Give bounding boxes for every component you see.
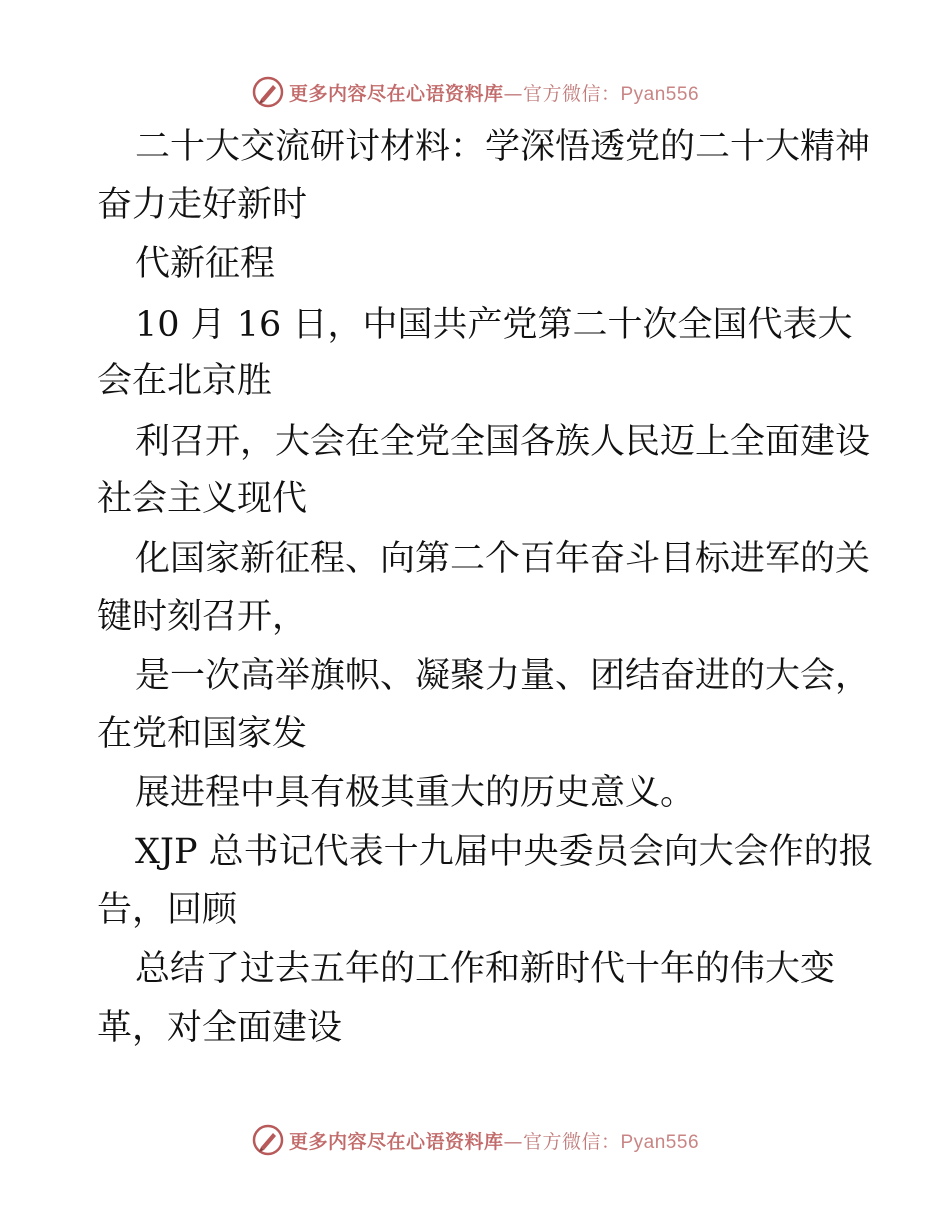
body-line: 10 月 16 日，中国共产党第二十次全国代表大 bbox=[135, 305, 853, 345]
body-line: 总结了过去五年的工作和新时代十年的伟大变 bbox=[135, 949, 836, 989]
body-line: 利召开，大会在全党全国各族人民迈上全面建设 bbox=[135, 422, 871, 462]
pen-logo-icon bbox=[251, 1123, 285, 1157]
watermark-text: 更多内容尽在心语资料库—官方微信：Pyan556 bbox=[288, 1130, 700, 1153]
header-watermark bbox=[0, 72, 950, 112]
watermark-text: 更多内容尽在心语资料库—官方微信：Pyan556 bbox=[288, 82, 700, 105]
pen-logo-icon bbox=[251, 75, 285, 109]
body-line: XJP 总书记代表十九届中央委员会向大会作的报 bbox=[135, 832, 874, 872]
body-line: 奋力走好新时 bbox=[97, 185, 308, 225]
footer-watermark bbox=[0, 1120, 950, 1160]
body-line: 是一次高举旗帜、凝聚力量、团结奋进的大会， bbox=[135, 656, 871, 696]
body-line: 革，对全面建设 bbox=[97, 1008, 343, 1048]
body-line: 二十大交流研讨材料：学深悟透党的二十大精神 bbox=[135, 127, 871, 167]
body-line: 告，回顾 bbox=[97, 890, 238, 930]
body-line: 键时刻召开， bbox=[97, 597, 308, 637]
body-line: 在党和国家发 bbox=[97, 714, 308, 754]
body-line: 社会主义现代 bbox=[97, 479, 308, 519]
body-line: 展进程中具有极其重大的历史意义。 bbox=[135, 773, 696, 813]
body-line: 代新征程 bbox=[135, 244, 276, 284]
body-line: 会在北京胜 bbox=[97, 361, 273, 401]
body-line: 化国家新征程、向第二个百年奋斗目标进军的关 bbox=[135, 539, 871, 579]
